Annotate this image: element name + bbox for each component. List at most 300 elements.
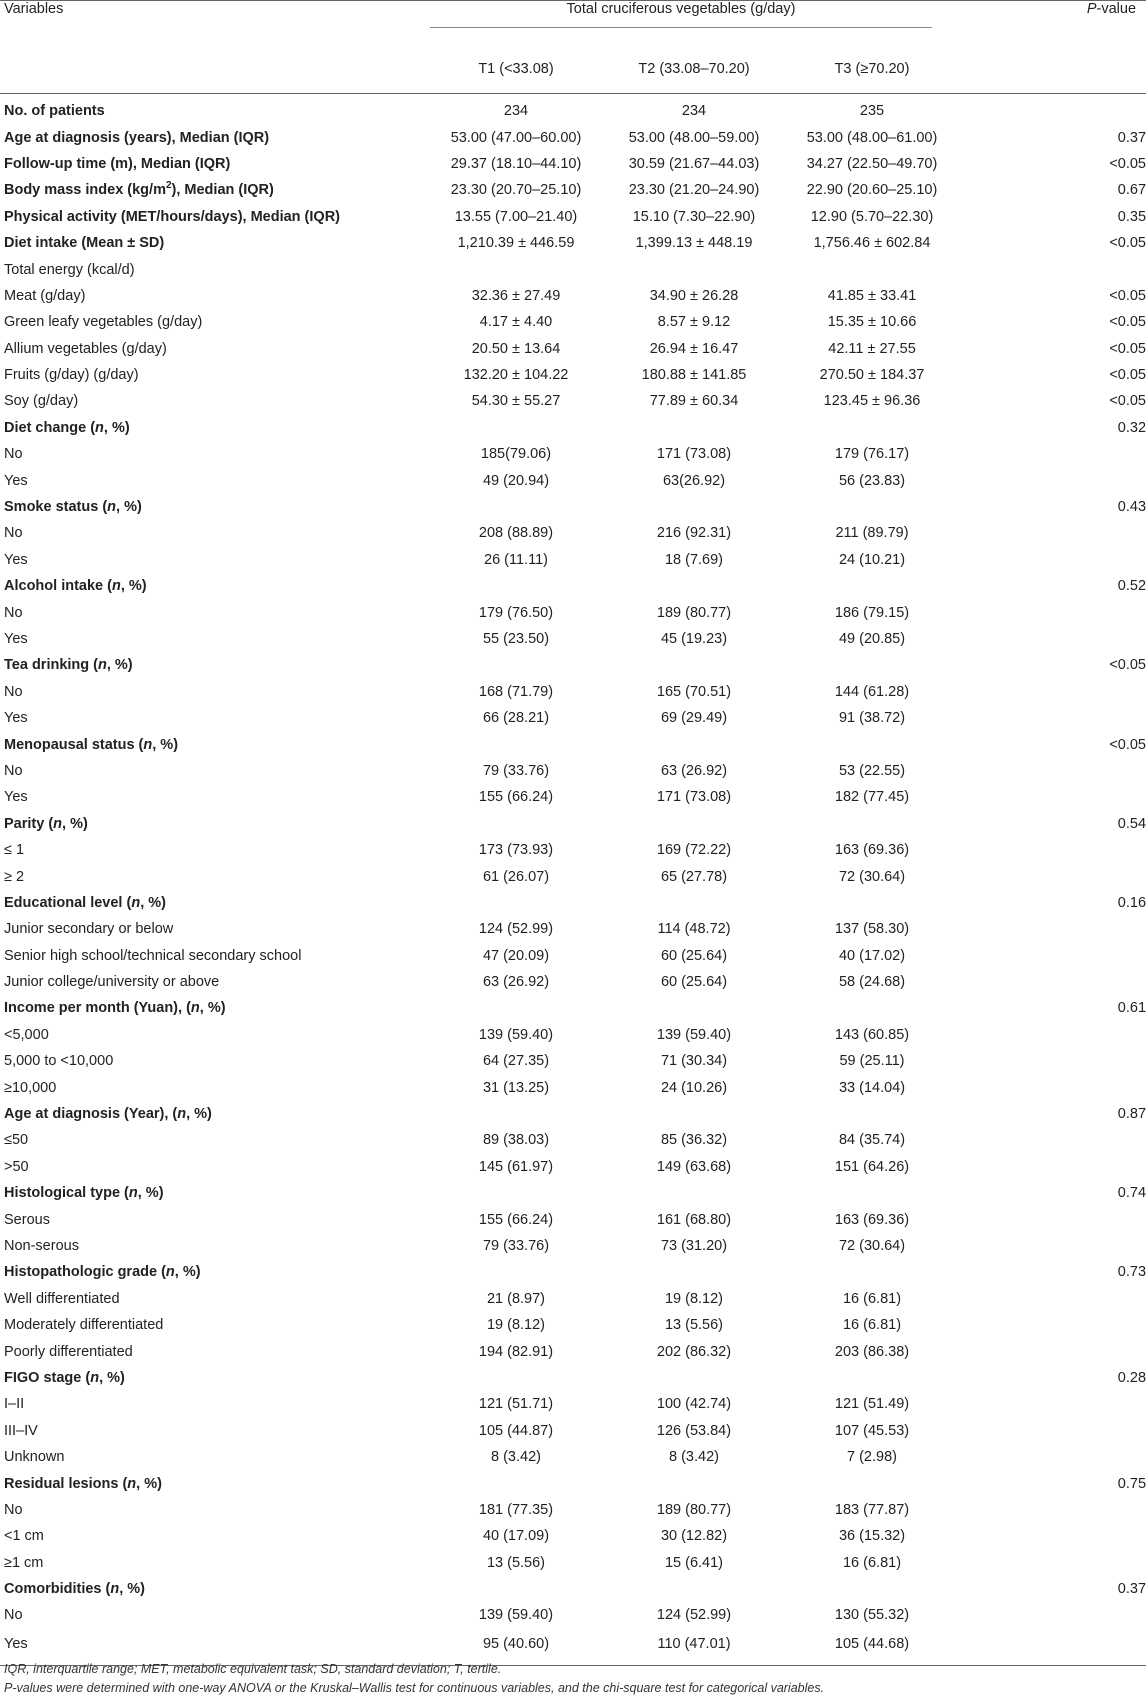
table-row [0, 441, 1146, 467]
cell-t2: 8 (3.42) [669, 1449, 719, 1466]
row-label: Junior secondary or below [4, 921, 174, 938]
row-label: No. of patients [4, 103, 105, 120]
cell-t2: 126 (53.84) [656, 1422, 732, 1439]
cell-t1: 79 (33.76) [482, 1237, 550, 1254]
cell-t2: 139 (59.40) [656, 1026, 732, 1043]
cell-p-value: 0.75 [1117, 1475, 1146, 1492]
table-row [0, 256, 1146, 282]
cell-t3: 91 (38.72) [838, 710, 906, 727]
cell-t2 [602, 1259, 782, 1285]
cell-t2: 60 (25.64) [660, 947, 728, 964]
cell-t1: 95 (40.60) [426, 1629, 602, 1666]
table-row [0, 1444, 1146, 1470]
row-label: Comorbidities (n, %) [4, 1581, 145, 1598]
cell-t3: 203 (86.38) [834, 1343, 910, 1360]
cell-p-value [958, 1391, 1146, 1417]
cell-t1: 181 (77.35) [478, 1501, 554, 1518]
cell-p-value [958, 1523, 1146, 1549]
row-label: Physical activity (MET/hours/days), Median (IQR) [4, 208, 340, 225]
empty-header-cell [958, 45, 1146, 94]
cell-t2: 60 (25.64) [660, 974, 728, 991]
table-row [0, 599, 1146, 625]
cell-t1 [426, 1365, 602, 1391]
table-row [0, 995, 1146, 1021]
row-label: Moderately differentiated [4, 1317, 164, 1334]
cell-p-value [958, 1312, 1146, 1338]
cell-t1 [426, 1259, 602, 1285]
cell-t3: 41.85 ± 33.41 [827, 287, 917, 304]
cell-t3: 36 (15.32) [838, 1528, 906, 1545]
row-label: No [4, 1607, 23, 1624]
cell-t2: 34.90 ± 26.28 [649, 287, 739, 304]
cell-t1 [426, 1470, 602, 1496]
table-row [0, 362, 1146, 388]
cell-p-value [958, 256, 1146, 282]
cell-t3: 72 (30.64) [838, 1237, 906, 1254]
cell-t2: 161 (68.80) [656, 1211, 732, 1228]
cell-p-value: <0.05 [1109, 393, 1146, 410]
row-label: 5,000 to <10,000 [4, 1053, 114, 1070]
cell-p-value [958, 863, 1146, 889]
table-row [0, 784, 1146, 810]
cell-t2: 8.57 ± 9.12 [657, 314, 731, 331]
tertile-header-t1: T1 (<33.08) [426, 45, 602, 94]
row-label: Histopathologic grade (n, %) [4, 1264, 201, 1281]
cell-t1: 53.00 (47.00–60.00) [450, 129, 582, 146]
cell-t3: 163 (69.36) [834, 842, 910, 859]
row-label: Menopausal status (n, %) [4, 736, 179, 753]
cell-t3: 137 (58.30) [834, 921, 910, 938]
p-value-header: P-value [958, 1, 1146, 46]
table-row [0, 1154, 1146, 1180]
cell-p-value [958, 599, 1146, 625]
table-row [0, 467, 1146, 493]
table-body [0, 94, 1146, 1666]
cell-t3: 16 (6.81) [842, 1317, 902, 1334]
table-row [0, 1127, 1146, 1153]
table-row [0, 309, 1146, 335]
table-row [0, 94, 1146, 125]
row-label: Poorly differentiated [4, 1343, 133, 1360]
cell-t3 [782, 890, 958, 916]
cell-t2: 15.10 (7.30–22.90) [632, 208, 756, 225]
cell-p-value: 0.35 [1117, 208, 1146, 225]
cell-t2 [602, 1180, 782, 1206]
cell-t2 [602, 494, 782, 520]
cell-t2 [602, 1470, 782, 1496]
cell-p-value: 0.28 [1117, 1369, 1146, 1386]
cell-p-value [958, 784, 1146, 810]
cell-t2: 15 (6.41) [664, 1554, 724, 1571]
cell-t3: 16 (6.81) [842, 1554, 902, 1571]
cell-t2 [602, 731, 782, 757]
row-label: Yes [0, 1629, 426, 1666]
table-row [0, 1391, 1146, 1417]
table-footnotes [4, 1660, 1134, 1698]
cell-t3: 12.90 (5.70–22.30) [810, 208, 934, 225]
table-row [0, 230, 1146, 256]
footnote-abbreviations: IQR, interquartile range; MET, metabolic equivalent task; SD, standard deviation; T, tertile. [4, 1662, 502, 1676]
cell-t3: 15.35 ± 10.66 [827, 314, 917, 331]
cell-p-value: <0.05 [1109, 367, 1146, 384]
table-row [0, 415, 1146, 441]
row-label: Educational level (n, %) [4, 894, 166, 911]
cell-t3: 58 (24.68) [838, 974, 906, 991]
cell-t2 [602, 1101, 782, 1127]
cell-t3: 186 (79.15) [834, 604, 910, 621]
cell-t2: 73 (31.20) [660, 1237, 728, 1254]
cell-p-value: 0.43 [1117, 499, 1146, 516]
table-row [0, 1206, 1146, 1232]
cell-t2: 100 (42.74) [656, 1396, 732, 1413]
cell-p-value: 0.54 [1117, 815, 1146, 832]
cell-t1: 173 (73.93) [478, 842, 554, 859]
cell-t3: 22.90 (20.60–25.10) [806, 182, 938, 199]
cell-t3: 59 (25.11) [839, 1053, 905, 1070]
cell-p-value: <0.05 [1109, 287, 1146, 304]
cell-p-value [958, 705, 1146, 731]
cell-t3: 7 (2.98) [847, 1449, 897, 1466]
row-label: Income per month (Yuan), (n, %) [4, 1000, 226, 1017]
table-row [0, 731, 1146, 757]
cell-t2: 110 (47.01) [602, 1629, 782, 1666]
cell-p-value [958, 1338, 1146, 1364]
cell-p-value [958, 467, 1146, 493]
cell-t2: 202 (86.32) [656, 1343, 732, 1360]
cell-t3: 1,756.46 ± 602.84 [813, 235, 931, 252]
cell-t2: 114 (48.72) [657, 921, 731, 938]
cell-t2 [602, 995, 782, 1021]
cell-p-value [958, 837, 1146, 863]
row-label: Diet change (n, %) [4, 419, 130, 436]
row-label: Histological type (n, %) [4, 1185, 164, 1202]
cell-p-value: <0.05 [1109, 657, 1146, 674]
cell-p-value [958, 547, 1146, 573]
row-label: Meat (g/day) [4, 287, 86, 304]
cell-t2: 77.89 ± 60.34 [649, 393, 739, 410]
cell-p-value [958, 1444, 1146, 1470]
row-label: Senior high school/technical secondary school [4, 947, 302, 964]
cell-t1: 13.55 (7.00–21.40) [454, 208, 578, 225]
cell-t2: 171 (73.08) [656, 446, 732, 463]
table-row [0, 679, 1146, 705]
cell-t1: 1,210.39 ± 446.59 [457, 235, 575, 252]
cell-t3: 53 (22.55) [838, 762, 906, 779]
row-label: Well differentiated [4, 1290, 120, 1307]
cell-t1 [426, 1180, 602, 1206]
cell-t2: 45 (19.23) [660, 631, 728, 647]
cell-t3 [782, 256, 958, 282]
cell-t2: 124 (52.99) [656, 1607, 732, 1624]
cell-t1: 234 [503, 103, 529, 120]
cell-t2: 65 (27.78) [660, 868, 728, 885]
cell-t2: 234 [681, 103, 707, 120]
cell-t1: 139 (59.40) [478, 1607, 554, 1624]
table-row [0, 943, 1146, 969]
cell-t1: 179 (76.50) [478, 604, 554, 621]
cell-p-value: 0.37 [1117, 1581, 1146, 1598]
cell-t2: 165 (70.51) [656, 683, 732, 700]
row-label: Age at diagnosis (years), Median (IQR) [4, 129, 270, 146]
row-label: FIGO stage (n, %) [4, 1369, 125, 1386]
row-label: Tea drinking (n, %) [4, 657, 133, 674]
cell-t2: 63 (26.92) [660, 762, 728, 779]
cell-t3: 151 (64.26) [834, 1158, 910, 1175]
row-label: Yes [4, 710, 28, 727]
cell-p-value [958, 1206, 1146, 1232]
cell-t1: 139 (59.40) [478, 1026, 554, 1043]
cell-t3: 179 (76.17) [834, 446, 910, 463]
cell-t1: 21 (8.97) [486, 1290, 546, 1307]
cell-t1: 79 (33.76) [482, 762, 550, 779]
cell-t2: 189 (80.77) [656, 1501, 732, 1518]
cell-t1: 121 (51.71) [478, 1396, 554, 1413]
cell-t2: 71 (30.34) [660, 1053, 728, 1070]
cell-t1 [426, 1576, 602, 1602]
cell-p-value [958, 758, 1146, 784]
cell-p-value [958, 626, 1146, 652]
table-row [0, 1523, 1146, 1549]
cell-p-value: 0.52 [1117, 578, 1146, 595]
cell-t2 [602, 256, 782, 282]
row-label: Fruits (g/day) (g/day) [4, 367, 139, 384]
cell-p-value: 0.87 [1117, 1106, 1146, 1123]
cell-t1: 145 (61.97) [478, 1158, 554, 1175]
cell-p-value [958, 969, 1146, 995]
row-label: <1 cm [4, 1528, 44, 1545]
cell-t1: 47 (20.09) [482, 947, 550, 964]
cell-t3: 84 (35.74) [838, 1132, 906, 1149]
cell-t3: 105 (44.68) [782, 1629, 958, 1666]
cell-t1: 23.30 (20.70–25.10) [450, 182, 582, 199]
row-label: Smoke status (n, %) [4, 499, 142, 516]
table-row [0, 283, 1146, 309]
row-label: ≥1 cm [4, 1554, 44, 1571]
header-row-1 [0, 1, 1146, 46]
cell-t1: 132.20 ± 104.22 [463, 367, 569, 384]
cell-t2 [602, 1365, 782, 1391]
cell-p-value [958, 679, 1146, 705]
cell-t1: 168 (71.79) [478, 683, 554, 700]
row-label: Junior college/university or above [4, 974, 220, 991]
cell-t1: 63 (26.92) [482, 974, 550, 991]
cell-p-value [958, 94, 1146, 125]
cell-t2: 69 (29.49) [660, 710, 728, 727]
cell-t2: 19 (8.12) [664, 1290, 724, 1307]
row-label: Diet intake (Mean ± SD) [4, 235, 165, 252]
cell-t3: 33 (14.04) [838, 1079, 906, 1096]
table-row [0, 547, 1146, 573]
row-label: Age at diagnosis (Year), (n, %) [4, 1106, 212, 1123]
cell-t2: 180.88 ± 141.85 [641, 367, 747, 384]
cell-t1 [426, 811, 602, 837]
row-label: Non-serous [4, 1237, 79, 1254]
cell-t3 [782, 731, 958, 757]
table-row [0, 1549, 1146, 1575]
cell-t3: 49 (20.85) [838, 631, 906, 647]
cell-t1: 66 (28.21) [482, 710, 550, 727]
cell-p-value [958, 441, 1146, 467]
row-label: ≥10,000 [4, 1079, 57, 1096]
row-label: Yes [4, 631, 28, 647]
cell-t2: 13 (5.56) [664, 1317, 724, 1334]
cell-t1 [426, 494, 602, 520]
row-label: III–IV [4, 1422, 38, 1439]
cell-p-value [958, 1022, 1146, 1048]
cell-t3: 34.27 (22.50–49.70) [806, 155, 938, 172]
table-row [0, 1497, 1146, 1523]
cell-p-value: 0.67 [1117, 182, 1146, 199]
group-header-label: Total cruciferous vegetables (g/day) [430, 1, 932, 28]
cell-p-value: 0.73 [1117, 1264, 1146, 1281]
cell-t3: 53.00 (48.00–61.00) [806, 129, 938, 146]
row-label: >50 [4, 1158, 29, 1175]
cell-t1: 89 (38.03) [482, 1132, 550, 1149]
cell-p-value: 0.32 [1117, 419, 1146, 436]
cell-t2 [602, 1576, 782, 1602]
table-row [0, 177, 1146, 203]
cell-p-value: 0.74 [1117, 1185, 1146, 1202]
cell-p-value: <0.05 [1109, 235, 1146, 252]
cell-p-value [958, 1602, 1146, 1628]
cell-t2: 18 (7.69) [664, 551, 724, 568]
cell-p-value: <0.05 [1109, 340, 1146, 357]
table-row [0, 863, 1146, 889]
cell-p-value [958, 1286, 1146, 1312]
cell-t1 [426, 731, 602, 757]
table-row [0, 151, 1146, 177]
row-label: Follow-up time (m), Median (IQR) [4, 155, 231, 172]
table-row [0, 573, 1146, 599]
cell-t3: 144 (61.28) [834, 683, 910, 700]
cell-t2: 30.59 (21.67–44.03) [628, 155, 760, 172]
cell-t3: 183 (77.87) [834, 1501, 910, 1518]
cell-t1: 4.17 ± 4.40 [479, 314, 553, 331]
cell-t3: 72 (30.64) [838, 868, 906, 885]
cell-t3: 40 (17.02) [838, 947, 906, 964]
cell-t2: 26.94 ± 16.47 [649, 340, 739, 357]
cell-t3 [782, 811, 958, 837]
cell-t3 [782, 1101, 958, 1127]
cell-t2 [602, 652, 782, 678]
table-row [0, 1180, 1146, 1206]
table-row [0, 124, 1146, 150]
table-row [0, 1338, 1146, 1364]
cell-t3 [782, 652, 958, 678]
cell-p-value: 0.37 [1117, 129, 1146, 146]
cell-p-value: 0.16 [1117, 894, 1146, 911]
cell-t3 [782, 1259, 958, 1285]
cell-t2: 23.30 (21.20–24.90) [628, 182, 760, 199]
cell-t1: 155 (66.24) [478, 789, 554, 806]
cell-t2 [602, 415, 782, 441]
cell-t3: 163 (69.36) [834, 1211, 910, 1228]
cell-t2: 30 (12.82) [660, 1528, 728, 1545]
group-header [426, 1, 958, 46]
row-label: No [4, 604, 23, 621]
cell-t2: 171 (73.08) [656, 789, 732, 806]
cell-t2: 216 (92.31) [656, 525, 732, 542]
row-label: Allium vegetables (g/day) [4, 340, 167, 357]
table-row [0, 494, 1146, 520]
table-row [0, 1022, 1146, 1048]
cell-t1: 19 (8.12) [486, 1317, 546, 1334]
cell-p-value [958, 1154, 1146, 1180]
cell-t1 [426, 1101, 602, 1127]
cell-t3: 42.11 ± 27.55 [828, 340, 916, 357]
cell-t2: 169 (72.22) [656, 842, 732, 859]
cell-t3 [782, 494, 958, 520]
table-row [0, 890, 1146, 916]
table-row [0, 626, 1146, 652]
row-label: Unknown [4, 1449, 65, 1466]
cell-t1: 155 (66.24) [478, 1211, 554, 1228]
cell-t2 [602, 811, 782, 837]
footnote-statistics: P-values were determined with one-way ANOVA or the Kruskal–Wallis test for continuous variables, and the chi-square test for categorical variables. [4, 1681, 825, 1695]
cell-t1 [426, 890, 602, 916]
cell-t2: 63(26.92) [662, 472, 726, 489]
cell-p-value [958, 520, 1146, 546]
cell-t1: 124 (52.99) [478, 921, 554, 938]
row-label: No [4, 762, 23, 779]
table-row [0, 204, 1146, 230]
cell-t3 [782, 1180, 958, 1206]
table-row [0, 1418, 1146, 1444]
cell-t1: 61 (26.07) [482, 868, 550, 885]
cell-t1 [426, 652, 602, 678]
row-label: No [4, 446, 23, 463]
cell-p-value [958, 943, 1146, 969]
cell-t3: 121 (51.49) [834, 1396, 910, 1413]
table-row [0, 336, 1146, 362]
cell-p-value [958, 1549, 1146, 1575]
variables-header: Variables [0, 1, 426, 46]
cell-p-value [958, 1418, 1146, 1444]
cell-t3: 182 (77.45) [834, 789, 910, 806]
table-row [0, 758, 1146, 784]
table-row [0, 1286, 1146, 1312]
cell-p-value [958, 1233, 1146, 1259]
cell-t1: 55 (23.50) [482, 631, 550, 647]
tertile-header-t2: T2 (33.08–70.20) [602, 45, 782, 94]
cell-t2: 24 (10.26) [660, 1079, 728, 1096]
row-label: Yes [4, 472, 28, 489]
row-label: ≥ 2 [4, 868, 25, 885]
cell-t1: 49 (20.94) [482, 472, 550, 489]
row-label: Soy (g/day) [4, 393, 79, 410]
cell-t3 [782, 1576, 958, 1602]
row-label: Serous [4, 1211, 50, 1228]
cell-t3: 143 (60.85) [834, 1026, 910, 1043]
cell-t3 [782, 995, 958, 1021]
cell-t3 [782, 415, 958, 441]
cell-p-value [958, 1127, 1146, 1153]
cell-p-value [958, 916, 1146, 942]
cell-t3: 123.45 ± 96.36 [823, 393, 921, 410]
table-row [0, 1470, 1146, 1496]
table-row [0, 811, 1146, 837]
cell-t3: 235 [859, 103, 885, 120]
cell-t3: 270.50 ± 184.37 [819, 367, 925, 384]
table-row [0, 520, 1146, 546]
table-row [0, 1259, 1146, 1285]
cell-t1 [426, 256, 602, 282]
cell-t2: 149 (63.68) [656, 1158, 732, 1175]
cell-p-value [958, 1048, 1146, 1074]
row-label: Residual lesions (n, %) [4, 1475, 162, 1492]
cell-t1: 20.50 ± 13.64 [471, 340, 561, 357]
cell-t2: 85 (36.32) [660, 1132, 728, 1149]
